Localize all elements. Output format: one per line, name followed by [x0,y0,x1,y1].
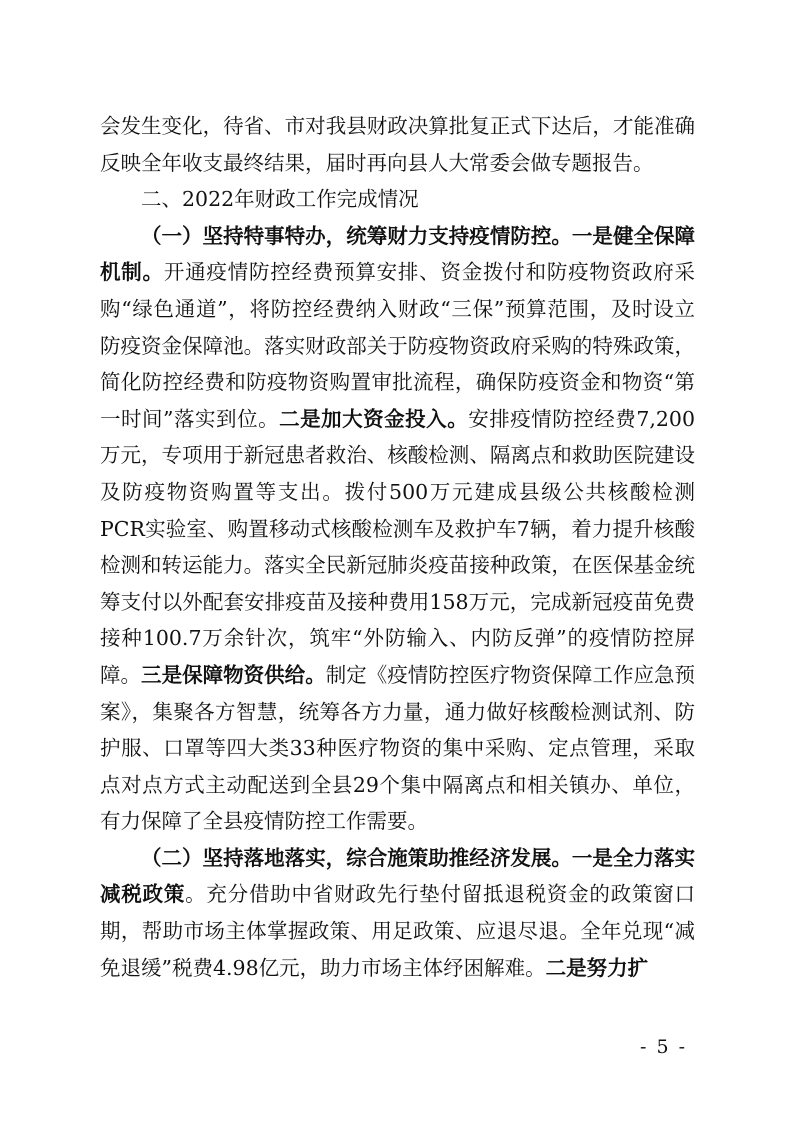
text-run: 二、2022年财政工作完成情况 [141,187,419,212]
bold-text-run: 二是努力扩 [545,955,649,980]
text-run: 制定《疫情防控医疗物资保障工作应急预案》，集聚各方智慧，统筹各方力量，通力做好核酸检测试剂、防护服、口罩等四大类33种医疗物资的集中采购、定点管理，采取点对点方式主动配送到全县29个集中隔离点和相关镇办、单位，有力保障了全县疫情防控工作需要。 [100,662,696,834]
text-run: 安排疫情防控经费7,200万元，专项用于新冠患者救治、核酸检测、隔离点和救助医院建设及防疫物资购置等支出。拨付500万元建成县级公共核酸检测PCR实验室、购置移动式核酸检测车及救护车7辆，着力提升核酸检测和转运能力。落实全民新冠肺炎疫苗接种政策，在医保基金统筹支付以外配套安排疫苗及接种费用158万元，完成新冠疫苗免费接种100.7万余针次，筑牢“外防输入、内防反弹”的疫情防控屏障。 [100,406,696,687]
bold-text-run: 二是加大资金投入。 [279,406,469,431]
bold-text-run: 三是保障物资供给。 [141,662,326,687]
bold-text-run: （一）坚持特事特办，统筹财力支持疫情防控。 [141,223,572,248]
paragraph-p1 [100,181,695,218]
bold-text-run: （二）坚持落地落实，综合施策助推经济发展。 [141,845,572,870]
text-run: 开通疫情防控经费预算安排、资金拨付和防疫物资政府采购“绿色通道”，将防控经费纳入财政“三保”预算范围，及时设立防疫资金保障池。落实财政部关于防疫物资政府采购的特殊政策，简化防控经费和防疫物资购置审批流程，确保防疫资金和物资“第一时间”落实到位。 [100,260,696,431]
body-text [100,108,695,986]
bold-text-run: 一是健全保障机制。 [100,223,696,285]
text-run: 会发生变化，待省、市对我县财政决算批复正式下达后，才能准确反映全年收支最终结果，届时再向县人大常委会做专题报告。 [100,114,695,175]
text-run: 。充分借助中省财政先行垫付留抵退税资金的政策窗口期，帮助市场主体掌握政策、用足政策、应退尽退。全年兑现“减免退缓”税费4.98亿元，助力市场主体纾困解难。 [100,882,696,980]
paragraph-p0 [100,108,695,181]
paragraph-p2 [100,218,695,840]
bold-text-run: 一是全力落实减税政策 [100,845,696,907]
page-number: - 5 - [640,1036,688,1058]
paragraph-p3 [100,840,695,986]
